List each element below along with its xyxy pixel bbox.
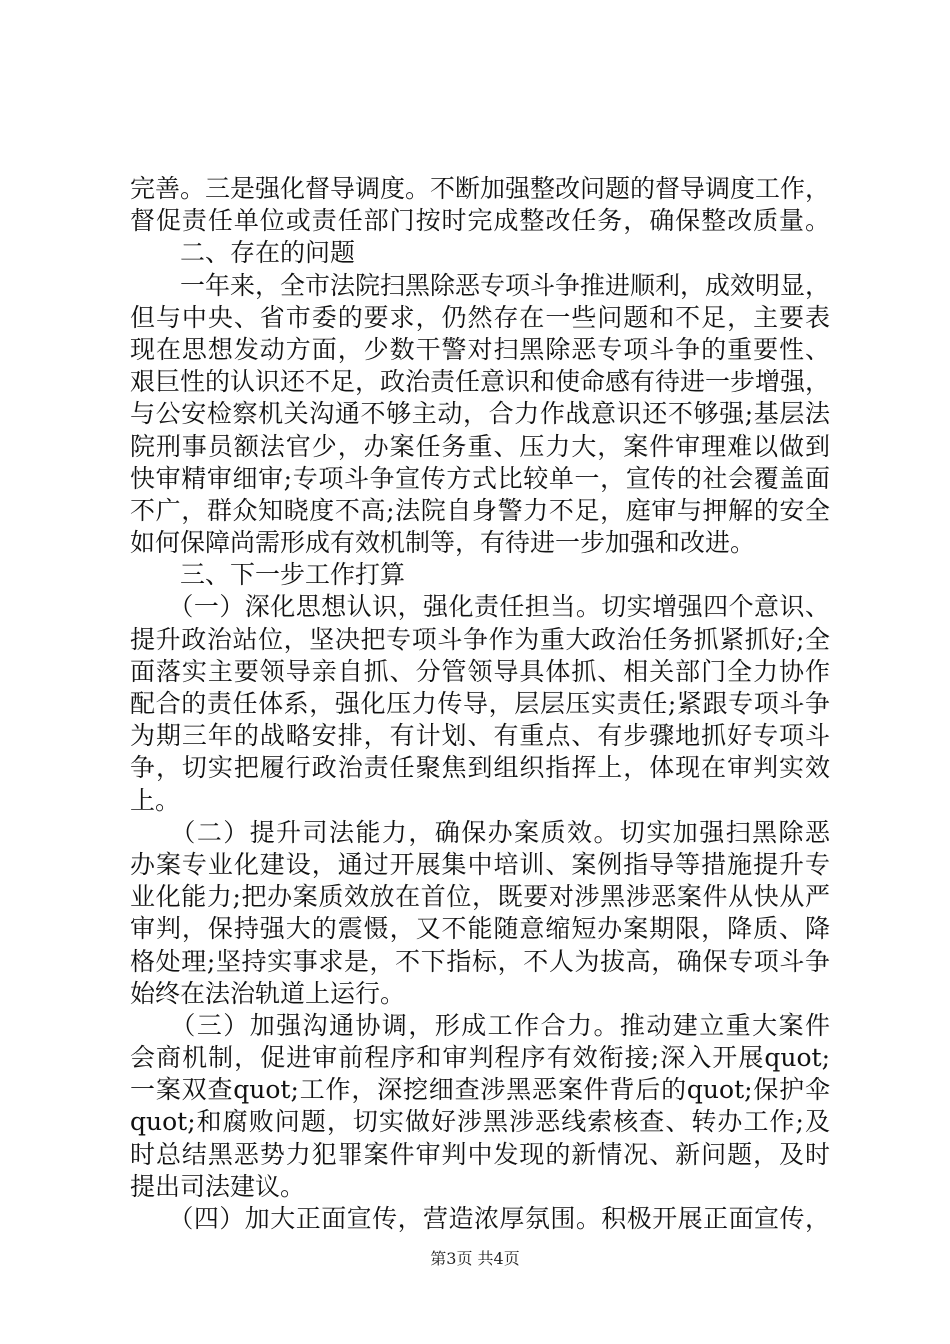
page-number-footer: 第3页 共4页 [430, 1249, 520, 1268]
text-line: 会商机制，促进审前程序和审判程序有效衔接;深入开展quot; [130, 1043, 830, 1073]
text-line: 上。 [130, 785, 181, 815]
text-line: 面落实主要领导亲自抓、分管领导具体抓、相关部门全力协作 [130, 656, 830, 686]
text-line: 督促责任单位或责任部门按时完成整改任务，确保整改质量。 [130, 206, 830, 236]
text-line: 始终在法治轨道上运行。 [130, 978, 406, 1008]
text-line: 业化能力;把办案质效放在首位，既要对涉黑涉恶案件从快从严 [130, 882, 830, 912]
text-line: 艰巨性的认识还不足，政治责任意识和使命感有待进一步增强， [130, 367, 831, 397]
text-line: 审判，保持强大的震慑，又不能随意缩短办案期限，降质、降 [130, 914, 830, 944]
text-line: 格处理;坚持实事求是，不下指标，不人为拔高，确保专项斗争 [130, 946, 830, 976]
text-line: 不广，群众知晓度不高;法院自身警力不足，庭审与押解的安全 [130, 495, 830, 525]
text-line: （四）加大正面宣传，营造浓厚氛围。积极开展正面宣传， [130, 1204, 830, 1233]
text-line: 三、下一步工作打算 [130, 560, 406, 590]
text-line: 为期三年的战略安排，有计划、有重点、有步骤地抓好专项斗 [130, 721, 830, 751]
text-line: 院刑事员额法官少，办案任务重、压力大，案件审理难以做到 [130, 431, 830, 461]
text-line: 提升政治站位，坚决把专项斗争作为重大政治任务抓紧抓好;全 [130, 624, 830, 654]
text-line: 提出司法建议。 [130, 1171, 306, 1201]
text-line: 与公安检察机关沟通不够主动，合力作战意识还不够强;基层法 [130, 399, 830, 429]
text-line: （一）深化思想认识，强化责任担当。切实增强四个意识、 [130, 592, 830, 622]
document-body [130, 173, 830, 1235]
text-line: 快审精审细审;专项斗争宣传方式比较单一，宣传的社会覆盖面 [130, 463, 830, 493]
text-line: quot;和腐败问题，切实做好涉黑涉恶线索核查、转办工作;及 [130, 1107, 830, 1137]
text-line: 完善。三是强化督导调度。不断加强整改问题的督导调度工作， [130, 174, 831, 203]
text-line: 一年来，全市法院扫黑除恶专项斗争推进顺利，成效明显， [130, 270, 831, 300]
text-line: 但与中央、省市委的要求，仍然存在一些问题和不足，主要表 [130, 302, 830, 332]
text-line: 争，切实把履行政治责任聚焦到组织指挥上，体现在审判实效 [130, 753, 830, 783]
text-line: 时总结黑恶势力犯罪案件审判中发现的新情况、新问题，及时 [130, 1139, 830, 1169]
text-line: （二）提升司法能力，确保办案质效。切实加强扫黑除恶 [130, 817, 830, 847]
text-line: 一案双查quot;工作，深挖细查涉黑恶案件背后的quot;保护伞 [130, 1075, 830, 1105]
text-line: 配合的责任体系，强化压力传导，层层压实责任;紧跟专项斗争 [130, 689, 830, 718]
text-line: 二、存在的问题 [130, 238, 356, 268]
text-line: 如何保障尚需形成有效机制等，有待进一步加强和改进。 [130, 528, 756, 558]
text-line: （三）加强沟通协调，形成工作合力。推动建立重大案件 [130, 1010, 830, 1040]
text-line: 办案专业化建设，通过开展集中培训、案例指导等措施提升专 [130, 849, 830, 879]
text-line: 现在思想发动方面，少数干警对扫黑除恶专项斗争的重要性、 [130, 334, 830, 364]
